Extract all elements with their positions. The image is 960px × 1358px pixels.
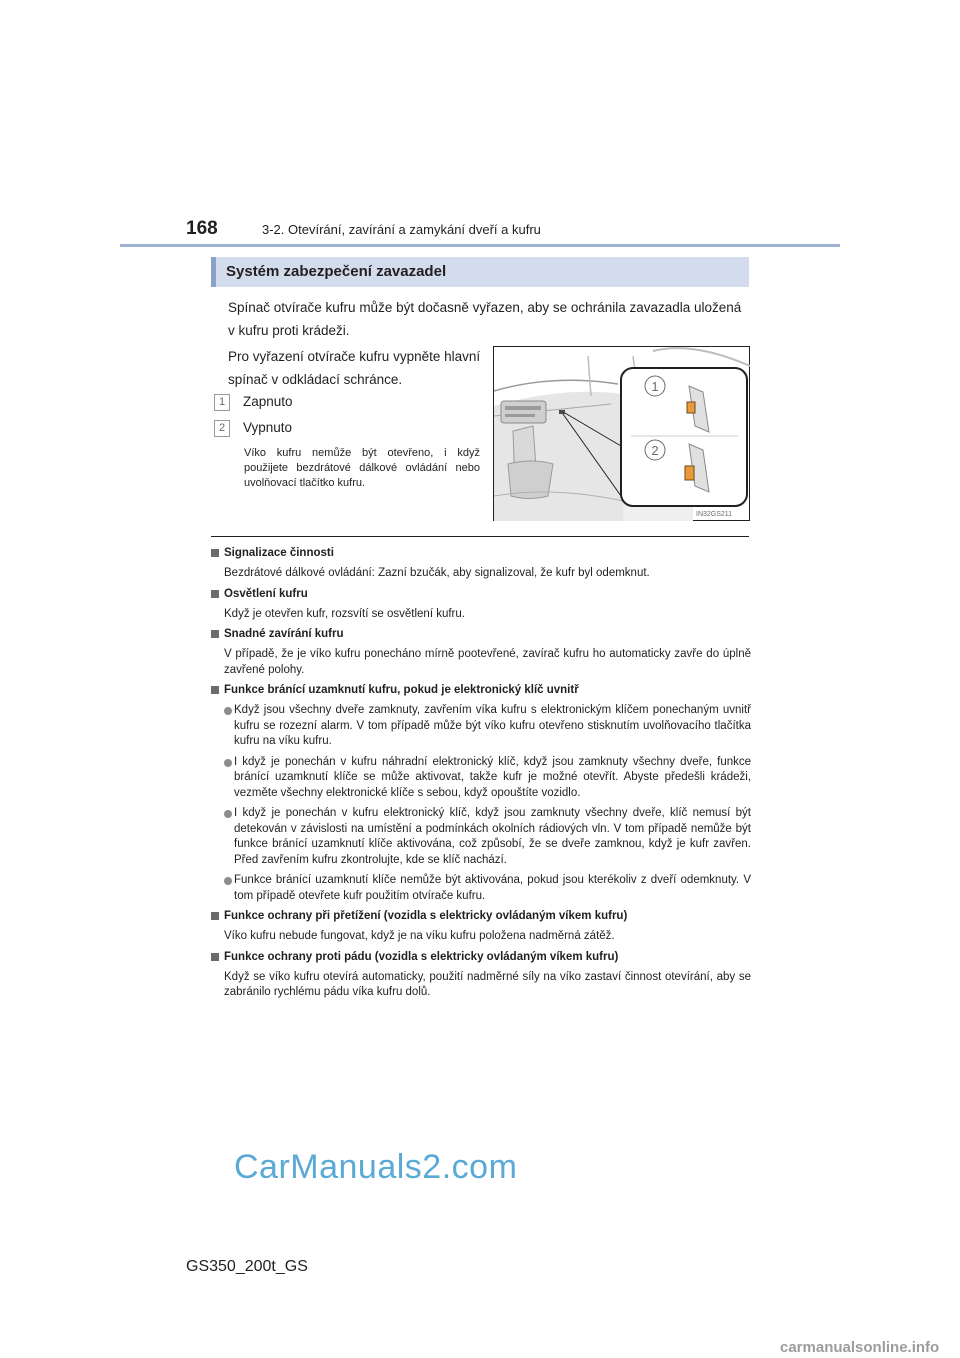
- note-bullet: I když je ponechán v kufru elektronický klíč, když jsou zamknuty všechny dveře, klíč nemusí být detekován v závislosti na umístění a podmínkách okolních rádiových vln. V tom případě nemůže být funkce bránící uzamknutí klíče aktivována, což způsobí, že se dveře zamknou, když je kufr zavřen. Před zavřením kufru zkontrolujte, kde se klíč nachází.: [211, 806, 751, 868]
- note-paragraph: V případě, že je víko kufru ponecháno mírně pootevřené, zavírač kufru ho automaticky zavře do úplně zavřené polohy.: [224, 648, 751, 676]
- note-block: [211, 627, 751, 678]
- note-heading: Funkce bránící uzamknutí kufru, pokud je elektronický klíč uvnitř: [211, 683, 751, 698]
- note-bullet: Když jsou všechny dveře zamknuty, zavřením víka kufru s elektronickým klíčem ponechaným uvnitř kufru se rozezní alarm. V tom případě může být víko kufru otevřeno stisknutím uvolňovacího tlačítka kufru na víku kufru.: [211, 703, 751, 750]
- header-rule: [120, 244, 840, 247]
- note-paragraph: Víko kufru nebude fungovat, když je na víku kufru položena nadměrná zátěž.: [224, 930, 615, 942]
- instruction-text: Pro vyřazení otvírače kufru vypněte hlavní spínač v odkládací schránce.: [228, 349, 481, 387]
- item-label: Zapnuto: [243, 394, 293, 409]
- note-paragraph: Bezdrátové dálkové ovládání: Zazní bzučák, aby signalizoval, že kufr byl odemknut.: [224, 567, 650, 579]
- note-heading: Funkce ochrany při přetížení (vozidla s elektricky ovládaným víkem kufru): [211, 909, 751, 924]
- notes-content: [211, 546, 751, 1006]
- site-watermark: carmanualsonline.info: [780, 1339, 940, 1356]
- note-text: Víko kufru nemůže být otevřeno, i když použijete bezdrátové dálkové ovládání nebo uvolňovací tlačítko kufru.: [244, 447, 480, 489]
- note-bullet: I když je ponechán v kufru náhradní elektronický klíč, když jsou zamknuty všechny dveře, funkce bránící uzamknutí klíče se může aktivovat, takže kufr je možné otevřít. Abyste předešli krádeži, vezměte všechny elektronické klíče s sebou, když opouštíte vozidlo.: [211, 755, 751, 802]
- watermark-link[interactable]: CarManuals2.com: [234, 1148, 518, 1186]
- note-block: [211, 587, 751, 623]
- note-block: [211, 909, 751, 945]
- callout-2: 2: [651, 443, 659, 458]
- note-block: [211, 683, 751, 904]
- illustration: [493, 346, 750, 521]
- note-heading: Osvětlení kufru: [211, 587, 751, 602]
- figure-code: IN32GS211: [696, 511, 733, 518]
- trunk-opener-switch-illustration: [493, 346, 750, 521]
- note-bullet: Funkce bránící uzamknutí klíče nemůže být aktivována, pokud jsou kterékoliv z dveří odemknuty. V tom případě otevřete kufr použitím otvírače kufru.: [211, 873, 751, 904]
- note-heading: Signalizace činnosti: [211, 546, 751, 561]
- callout-1: 1: [651, 379, 659, 394]
- footer-model: GS350_200t_GS: [186, 1258, 308, 1275]
- note-block: [211, 546, 751, 582]
- item-label: Vypnuto: [243, 420, 293, 435]
- chapter-title: 3-2. Otevírání, zavírání a zamykání dveří a kufru: [262, 222, 541, 237]
- item-number: 1: [214, 394, 230, 411]
- intro-text: Spínač otvírače kufru může být dočasně vyřazen, aby se ochránila zavazadla uložená v kufru proti krádeži.: [228, 300, 742, 338]
- note-heading: Funkce ochrany proti pádu (vozidla s elektricky ovládaným víkem kufru): [211, 950, 751, 965]
- section-title: Systém zabezpečení zavazadel: [226, 263, 447, 280]
- note-block: [211, 950, 751, 1001]
- page-number: 168: [186, 218, 218, 239]
- note-paragraph: Když se víko kufru otevírá automaticky, použití nadměrné síly na víko zastaví činnost otevírání, aby se zabránilo rychlému pádu víka kufru dolů.: [224, 970, 751, 998]
- note-paragraph: Když je otevřen kufr, rozsvítí se osvětlení kufru.: [224, 607, 465, 620]
- section-divider: [211, 536, 749, 537]
- section-title-box: [211, 257, 749, 287]
- note-heading: Snadné zavírání kufru: [211, 627, 751, 642]
- item-number: 2: [214, 420, 230, 437]
